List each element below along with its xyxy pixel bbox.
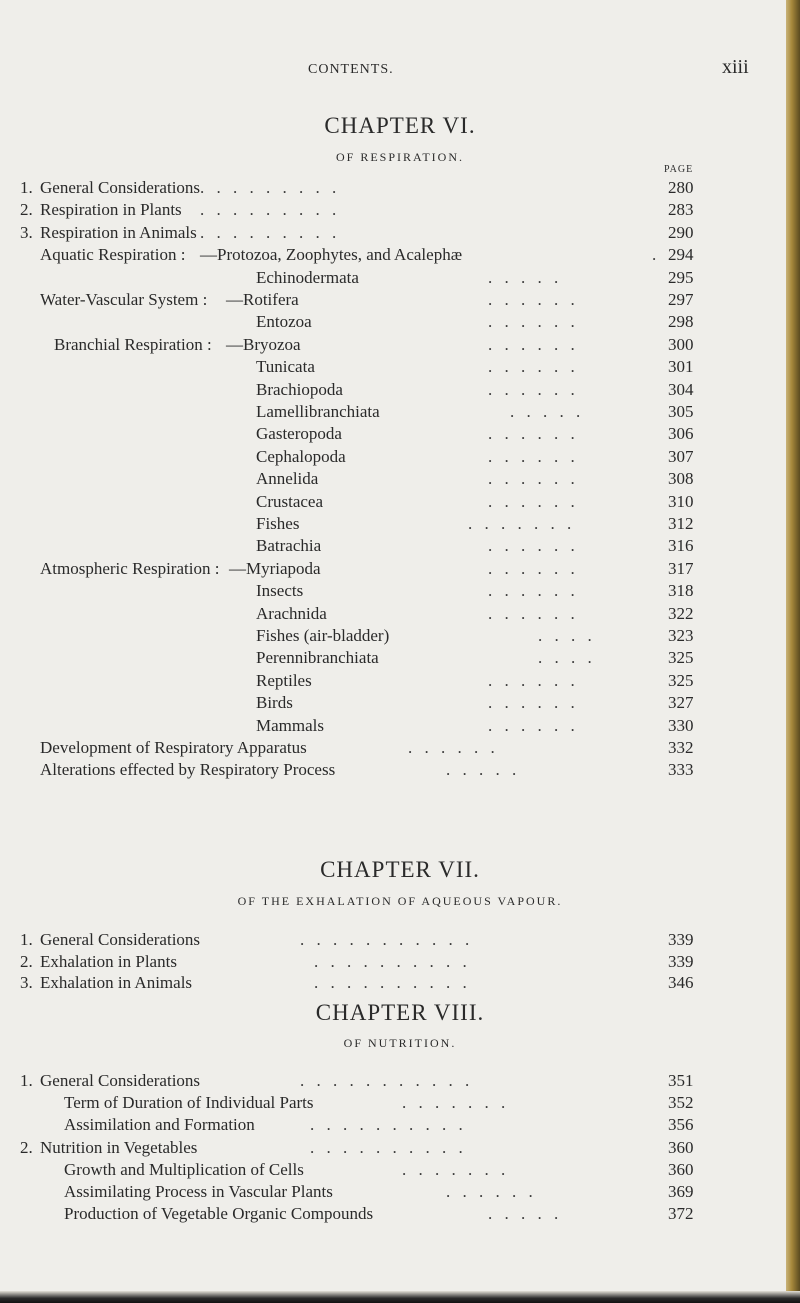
toc-entry — [0, 446, 786, 467]
entry-title: Term of Duration of Individual Parts — [64, 1093, 314, 1113]
dot-leader: . . . . . . . . . . — [314, 973, 471, 992]
dot-leader: . . . . . . — [488, 424, 579, 444]
dot-leader: . . . . — [538, 648, 596, 668]
page-number: 297 — [668, 290, 694, 309]
running-head — [0, 56, 786, 78]
dot-leader: . . . . . . . . . — [200, 222, 341, 242]
page-number: 298 — [668, 312, 694, 332]
toc-entry — [0, 759, 786, 780]
entry-number: 3. — [20, 973, 33, 992]
entry-title: Fishes — [256, 514, 300, 533]
entry-title: Annelida — [256, 469, 319, 489]
entry-title: Echinodermata — [256, 267, 359, 287]
toc-entry — [0, 401, 786, 422]
dot-leader: . . . . . — [488, 267, 563, 287]
page-number: 290 — [668, 222, 694, 242]
chapter-6-heading: CHAPTER VI. — [324, 113, 476, 138]
entry-title: Exhalation in Plants — [40, 951, 177, 971]
toc-entry — [0, 199, 786, 220]
dot-leader: . . . . . — [488, 1204, 563, 1224]
page-number: 316 — [668, 536, 694, 556]
page-number: 339 — [668, 930, 694, 949]
page-number: 327 — [668, 693, 694, 713]
entry-number: 3. — [20, 222, 33, 242]
toc-entry — [0, 468, 786, 489]
entry-number: 2. — [20, 200, 33, 220]
dot-leader: . . . . . . — [488, 581, 579, 601]
entry-number: 1. — [20, 178, 33, 197]
toc-entry — [0, 334, 786, 355]
dot-leader: . . . . . . — [488, 693, 579, 713]
toc-entry — [0, 670, 786, 691]
chapter-8-subtitle: OF NUTRITION. — [343, 1036, 457, 1050]
dot-leader: . . . . . . . . . — [200, 178, 341, 197]
toc-entry — [0, 311, 786, 332]
entry-title: Development of Respiratory Apparatus — [40, 738, 307, 757]
entry-title: Cephalopoda — [256, 446, 346, 466]
entry-title: Assimilating Process in Vascular Plants — [64, 1182, 333, 1201]
dot-leader: . . . . . . . . . . — [314, 951, 471, 971]
toc-entry — [0, 647, 786, 668]
entry-title: —Myriapoda — [229, 558, 321, 578]
dot-leader: . . . . . . — [488, 290, 579, 309]
entry-title: General Considerations — [40, 178, 201, 197]
toc-entry — [0, 558, 786, 579]
entry-title: Production of Vegetable Organic Compounds — [64, 1204, 374, 1224]
page-number: 360 — [668, 1159, 694, 1179]
page-number: 323 — [668, 626, 694, 645]
dot-leader: . . . . . . — [488, 312, 579, 332]
entry-title: Arachnida — [256, 603, 327, 623]
section-lead-in: Aquatic Respiration : — [40, 245, 186, 265]
toc-entry — [0, 513, 786, 534]
page-number: 294 — [668, 245, 694, 265]
toc-entry — [0, 625, 786, 646]
page-number: 352 — [668, 1093, 694, 1113]
entry-title: Fishes (air-bladder) — [256, 626, 390, 645]
toc-entry — [0, 951, 786, 972]
dot-leader: . . . . . . — [488, 334, 579, 354]
dot-leader: . . . . . . . . . . — [310, 1137, 467, 1157]
toc-entry — [0, 929, 786, 950]
entry-title: Alterations effected by Respiratory Process — [40, 760, 336, 780]
dot-leader: . — [652, 245, 661, 265]
entry-title: Reptiles — [256, 670, 312, 690]
page-number: 351 — [668, 1071, 694, 1090]
entry-title: Crustacea — [256, 491, 324, 511]
page-number: 307 — [668, 446, 694, 466]
toc-entry — [0, 289, 786, 310]
entry-title: —Bryozoa — [226, 334, 301, 354]
toc-entry — [0, 356, 786, 377]
toc-entry — [0, 972, 786, 993]
chapter-8-heading: CHAPTER VIII. — [315, 1000, 485, 1025]
toc-entry — [0, 692, 786, 713]
entry-number: 1. — [20, 1071, 33, 1090]
page-number: 332 — [668, 738, 694, 757]
dot-leader: . . . . . . . — [468, 514, 576, 533]
dot-leader: . . . . . . — [488, 536, 579, 556]
entry-title: Batrachia — [256, 536, 322, 556]
page-number: 306 — [668, 424, 694, 444]
page-number: 300 — [668, 334, 694, 354]
dot-leader: . . . . . . . . . . . — [300, 930, 474, 949]
page-number: 356 — [668, 1115, 694, 1135]
entry-title: Entozoa — [256, 312, 312, 332]
dot-leader: . . . . . — [510, 402, 585, 421]
entry-title: General Considerations — [40, 930, 201, 949]
dot-leader: . . . . . . — [488, 715, 579, 735]
toc-entry — [0, 1114, 786, 1135]
page-number: 304 — [668, 379, 694, 399]
entry-title: Tunicata — [256, 357, 315, 377]
toc-entry — [0, 1159, 786, 1180]
toc-entry — [0, 1203, 786, 1224]
toc-entry — [0, 715, 786, 736]
entry-title: Assimilation and Formation — [64, 1115, 255, 1135]
entry-title: Nutrition in Vegetables — [40, 1137, 198, 1157]
page-number: 312 — [668, 514, 694, 533]
toc-entry — [0, 580, 786, 601]
entry-title: Respiration in Animals — [40, 222, 197, 242]
page-number: 333 — [668, 760, 694, 780]
entry-title: Brachiopoda — [256, 379, 343, 399]
entry-title: Birds — [256, 693, 293, 713]
dot-leader: . . . . . . . — [402, 1159, 510, 1179]
dot-leader: . . . . . . — [488, 379, 579, 399]
section-lead-in: Atmospheric Respiration : — [40, 558, 220, 578]
page-number: 372 — [668, 1204, 694, 1224]
page-number: 325 — [668, 648, 694, 668]
page-number: 346 — [668, 973, 694, 992]
dot-leader: . . . . . . . — [402, 1093, 510, 1113]
toc-entry — [0, 423, 786, 444]
page-number: 280 — [668, 178, 694, 197]
entry-title: —Rotifera — [226, 290, 299, 309]
page-number: 322 — [668, 603, 694, 623]
page-number: 310 — [668, 491, 694, 511]
page-number: 330 — [668, 715, 694, 735]
dot-leader: . . . . . . . . . . — [310, 1115, 467, 1135]
dot-leader: . . . . . . — [488, 670, 579, 690]
dot-leader: . . . . . . — [488, 603, 579, 623]
toc-entry — [0, 222, 786, 243]
chapter-7-heading: CHAPTER VII. — [320, 857, 480, 882]
page-number: 308 — [668, 469, 694, 489]
page-edge-bottom — [0, 1291, 800, 1303]
entry-title: Insects — [256, 581, 304, 601]
dot-leader: . . . . . . . . . . . — [300, 1071, 474, 1090]
dot-leader: . . . . . — [446, 760, 521, 780]
toc-entry — [0, 1137, 786, 1158]
toc-entry — [0, 1181, 786, 1202]
page-number: 301 — [668, 357, 694, 377]
page-folio: xiii — [722, 56, 749, 78]
entry-title: —Protozoa, Zoophytes, and Acalephæ — [200, 245, 463, 265]
entry-title: Growth and Multiplication of Cells — [64, 1159, 304, 1179]
page-number: 317 — [668, 558, 694, 578]
toc-entry — [0, 177, 786, 198]
entry-title: General Considerations — [40, 1071, 201, 1090]
dot-leader: . . . . . . — [488, 469, 579, 489]
entry-number: 2. — [20, 1137, 33, 1157]
dot-leader: . . . . . . — [408, 738, 499, 757]
entry-title: Exhalation in Animals — [40, 973, 193, 992]
dot-leader: . . . . . . — [446, 1182, 537, 1201]
dot-leader: . . . . . . — [488, 491, 579, 511]
toc-entry — [0, 737, 786, 758]
running-head-title: CONTENTS. — [308, 62, 394, 77]
section-lead-in: Branchial Respiration : — [54, 334, 212, 354]
dot-leader: . . . . . . — [488, 357, 579, 377]
page-number: 283 — [668, 200, 694, 220]
toc-entry — [0, 603, 786, 624]
dot-leader: . . . . — [538, 626, 596, 645]
page-number: 360 — [668, 1137, 694, 1157]
toc-entry — [0, 379, 786, 400]
entry-number: 2. — [20, 951, 33, 971]
entry-title: Gasteropoda — [256, 424, 342, 444]
page-number: 295 — [668, 267, 694, 287]
page-column-header: PAGE — [664, 164, 694, 175]
page-number: 325 — [668, 670, 694, 690]
dot-leader: . . . . . . — [488, 558, 579, 578]
toc-entry — [0, 244, 786, 265]
chapter-6-subtitle: OF RESPIRATION. — [335, 150, 464, 164]
toc-entry — [0, 1070, 786, 1091]
toc-entry — [0, 535, 786, 556]
dot-leader: . . . . . . . . . — [200, 200, 341, 220]
entry-title: Mammals — [256, 715, 324, 735]
entry-title: Lamellibranchiata — [256, 402, 380, 421]
entry-title: Perennibranchiata — [256, 648, 379, 668]
page-number: 339 — [668, 951, 694, 971]
page-number: 305 — [668, 402, 694, 421]
dot-leader: . . . . . . — [488, 446, 579, 466]
toc-entry — [0, 1092, 786, 1113]
entry-number: 1. — [20, 930, 33, 949]
toc-entry — [0, 267, 786, 288]
page-number: 318 — [668, 581, 694, 601]
chapter-7-subtitle: OF THE EXHALATION OF AQUEOUS VAPOUR. — [237, 894, 563, 908]
entry-title: Respiration in Plants — [40, 200, 182, 220]
section-lead-in: Water-Vascular System : — [40, 290, 208, 309]
page-edge-right — [786, 0, 800, 1303]
toc-entry — [0, 491, 786, 512]
page-number: 369 — [668, 1182, 694, 1201]
